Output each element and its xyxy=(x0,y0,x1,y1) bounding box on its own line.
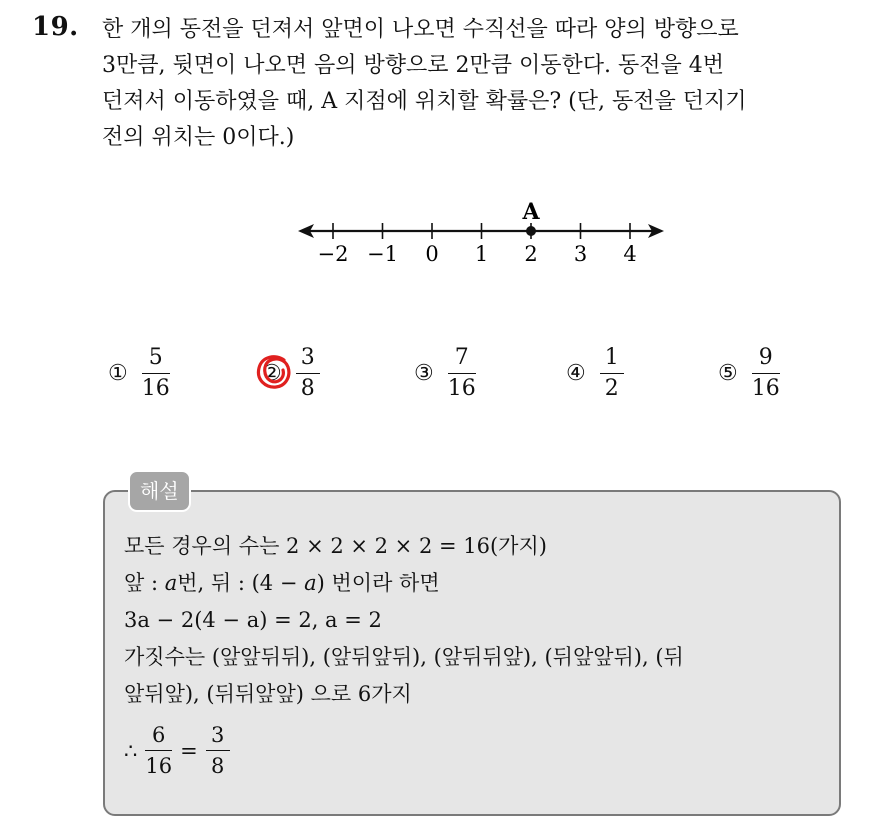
numerator: 7 xyxy=(454,344,469,370)
choice-fraction xyxy=(600,345,624,402)
choice-fraction xyxy=(142,345,170,402)
question-line: 던져서 이동하였을 때, A 지점에 위치할 확률은? (단, 동전을 던지기 xyxy=(102,89,747,114)
denominator: 2 xyxy=(604,375,619,401)
tick-label: 0 xyxy=(425,242,439,266)
question-line: 3만큼, 뒷면이 나오면 음의 방향으로 2만큼 이동한다. 동전을 4번 xyxy=(102,53,724,78)
denominator: 16 xyxy=(447,375,476,401)
solution-text xyxy=(124,528,824,713)
solution-line: 앞뒤앞), (뒤뒤앞앞) 으로 6가지 xyxy=(124,682,412,706)
solution-line: 가짓수는 (앞앞뒤뒤), (앞뒤앞뒤), (앞뒤뒤앞), (뒤앞앞뒤), (뒤 xyxy=(124,645,684,669)
result-fraction-1: $\frac{6}{16}$ xyxy=(145,723,173,778)
result-fraction-2: $\frac{3}{8}$ xyxy=(206,722,230,779)
tick-label: 1 xyxy=(474,242,489,266)
choice-fraction xyxy=(448,345,476,402)
tick-label: 3 xyxy=(573,242,588,266)
choice-5[interactable] xyxy=(718,338,780,408)
tick-label: −1 xyxy=(367,242,398,266)
choice-number: ② xyxy=(262,361,282,386)
solution-line: 3a − 2(4 − a) = 2, a = 2 xyxy=(124,608,382,632)
choice-number: ④ xyxy=(566,360,586,386)
question-line: 한 개의 동전을 던져서 앞면이 나오면 수직선을 따라 양의 방향으로 xyxy=(102,17,739,42)
choice-fraction xyxy=(752,345,780,402)
choice-number: ③ xyxy=(414,360,434,386)
numerator: 9 xyxy=(758,344,773,370)
solution-tab: 해설 xyxy=(128,470,191,512)
choice-3[interactable] xyxy=(414,338,476,408)
denominator: 8 xyxy=(300,375,315,401)
point-a-label: A xyxy=(522,199,540,225)
solution-result xyxy=(124,722,230,779)
choice-2[interactable] xyxy=(262,338,320,408)
choice-fraction xyxy=(296,345,320,402)
therefore-symbol: ∴ xyxy=(124,738,138,763)
answer-choices xyxy=(108,338,828,408)
number-line xyxy=(290,192,670,272)
numerator: 3 xyxy=(300,344,315,370)
choice-number: ⑤ xyxy=(718,360,738,386)
choice-1[interactable] xyxy=(108,338,170,408)
equals-sign: = xyxy=(180,738,198,763)
numerator: 5 xyxy=(148,344,163,370)
choice-4[interactable] xyxy=(566,338,624,408)
solution-line: 모든 경우의 수는 2 × 2 × 2 × 2 = 16(가지) xyxy=(124,534,547,558)
solution-line: 앞 : a번, 뒤 : (4 − a) 번이라 하면 xyxy=(124,571,440,595)
tick-label: 2 xyxy=(524,242,538,266)
denominator: 16 xyxy=(141,375,170,401)
point-a xyxy=(526,226,536,236)
tick-label: −2 xyxy=(317,242,349,266)
question-text xyxy=(102,12,872,156)
question-number: 19. xyxy=(32,12,79,42)
denominator: 16 xyxy=(751,375,780,401)
numerator: 1 xyxy=(604,344,619,370)
choice-number: ① xyxy=(108,360,128,386)
tick-label: 4 xyxy=(623,242,637,266)
question-line: 전의 위치는 0이다.) xyxy=(102,125,295,150)
